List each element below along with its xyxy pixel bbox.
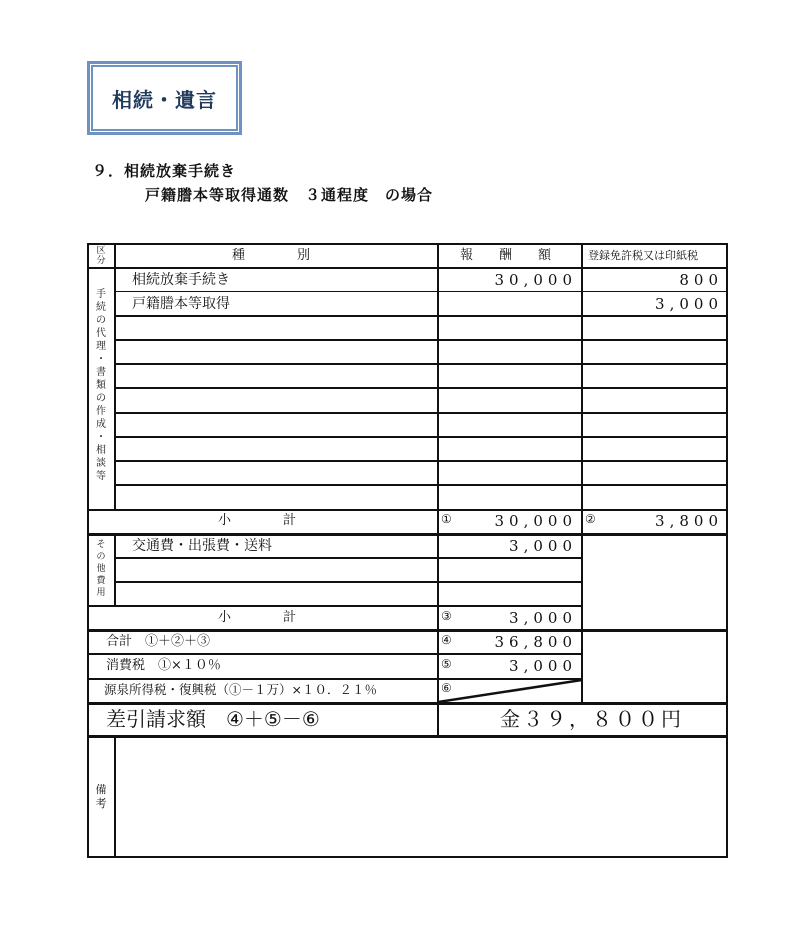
row-line	[115, 412, 727, 414]
row-line	[115, 339, 727, 341]
strike-diagonal	[438, 679, 582, 703]
tax-cell: 800	[679, 271, 723, 289]
row-line	[115, 387, 727, 389]
category-badge-label: 相続・遺言	[112, 87, 217, 112]
row-line	[115, 436, 727, 438]
marker-6: ⑥	[441, 681, 452, 695]
subtotal-other-fee: 3,000	[509, 609, 577, 627]
procedure-section-label: 手 続 の 代 理 ・ 書 類 の 作 成 ・ 相 談 等	[96, 289, 106, 482]
subtotal-divider	[88, 605, 582, 607]
row-line	[115, 581, 582, 583]
withholding-tax-label: 源泉所得税・復興税（①－１万）×１０．２１％	[104, 682, 377, 697]
subtotal-label: 小 計	[218, 513, 297, 528]
other-section-label: そ の 他 費 用	[96, 540, 106, 598]
subtotal-label: 小 計	[218, 610, 297, 625]
table-border-top	[88, 243, 728, 245]
consumption-tax-label: 消費税 ①×１０％	[106, 658, 221, 673]
grand-total-divider	[88, 702, 728, 705]
row-line	[115, 460, 727, 462]
subtotal-fee: 30,000	[494, 512, 577, 530]
row-line	[115, 484, 727, 486]
section-subtitle: 戸籍謄本等取得通数 ３通程度 の場合	[145, 186, 434, 204]
item-cell: 戸籍謄本等取得	[132, 296, 230, 312]
grand-total-label: 差引請求額 ④＋⑤－⑥	[106, 707, 320, 731]
section-title: ９．相続放棄手続き	[92, 162, 237, 180]
row-line	[115, 363, 727, 365]
remarks-field[interactable]	[118, 740, 723, 852]
header-type: 種 別	[232, 248, 311, 263]
consumption-tax-value: 3,000	[509, 657, 577, 675]
item-cell: 相続放棄手続き	[132, 272, 230, 288]
row-line	[115, 291, 727, 292]
header-fee: 報 酬 額	[460, 248, 552, 263]
header-category: 区 分	[96, 246, 106, 266]
table-border-bottom	[88, 856, 728, 858]
total-label: 合計 ①＋②＋③	[106, 634, 211, 649]
marker-2: ②	[585, 512, 596, 526]
subtotal-divider	[88, 509, 728, 511]
fee-cell: 3,000	[509, 537, 577, 555]
marker-4: ④	[441, 633, 452, 647]
table-border-right	[726, 243, 728, 858]
remarks-label: 備 考	[95, 783, 107, 810]
item-cell: 交通費・出張費・送料	[132, 538, 272, 554]
grand-total-value: 金３９，８００円	[500, 707, 684, 731]
marker-5: ⑤	[441, 657, 452, 671]
row-line	[115, 557, 582, 559]
row-line	[88, 653, 582, 655]
row-line	[115, 315, 727, 317]
total-value: 36,800	[494, 633, 577, 651]
header-tax: 登録免許税又は印紙税	[588, 249, 698, 262]
fee-cell: 30,000	[494, 271, 577, 289]
totals-divider	[88, 629, 728, 632]
col-divider-category	[114, 244, 116, 510]
header-divider	[88, 267, 728, 269]
tax-cell: 3,000	[655, 295, 723, 313]
subtotal-divider	[88, 533, 728, 536]
col-divider-tax	[581, 244, 583, 703]
marker-1: ①	[441, 512, 452, 526]
remarks-divider	[88, 735, 728, 738]
subtotal-tax: 3,800	[655, 512, 723, 530]
col-divider-fee	[437, 244, 439, 736]
col-divider-category-3	[114, 736, 116, 857]
col-divider-category-2	[114, 534, 116, 606]
marker-3: ③	[441, 609, 452, 623]
